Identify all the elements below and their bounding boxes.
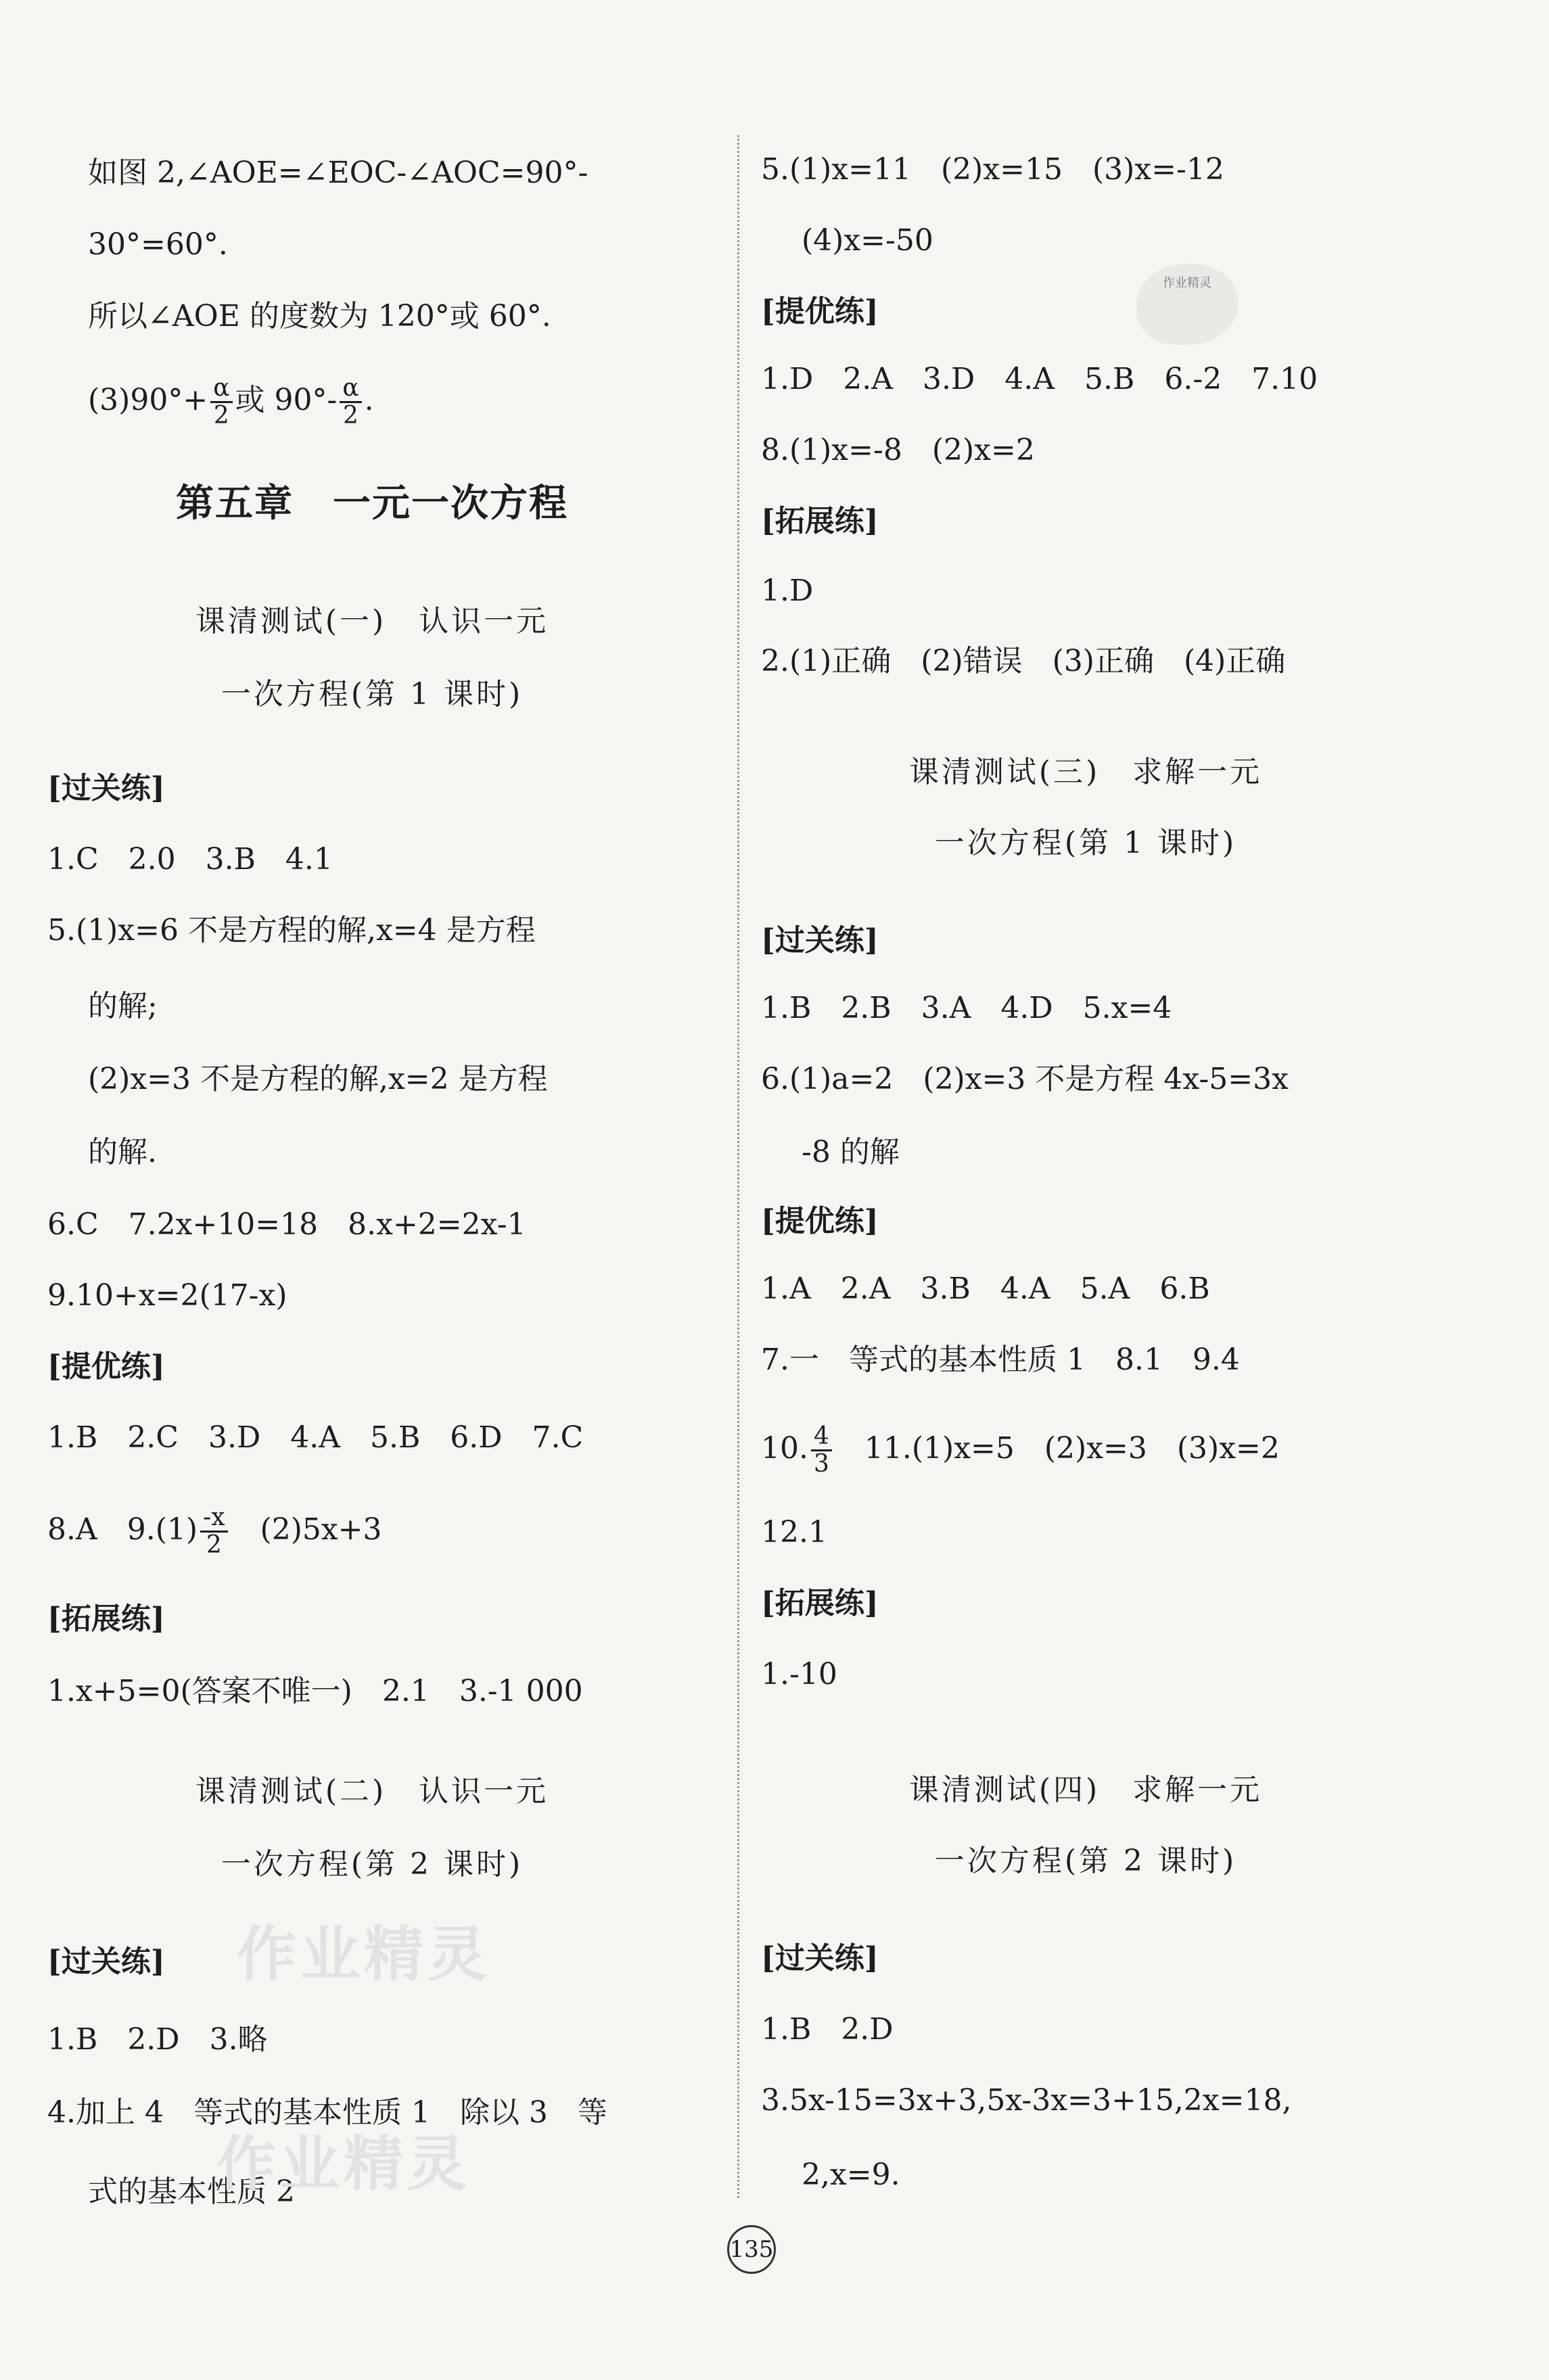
answer-line: 1.B 2.D 3.略 [47,2022,268,2057]
lesson-title: 课清测试(四) 求解一元 [908,1773,1263,1807]
answer-line: 2,x=9. [802,2157,900,2192]
answer-line: 1.x+5=0(答案不唯一) 2.1 3.-1 000 [47,1674,583,1708]
lesson-title: 课清测试(二) 认识一元 [195,1774,549,1809]
page-number: 135 [727,2225,776,2274]
lesson-title: 课清测试(三) 求解一元 [908,755,1263,789]
section-heading: [拓展练] [761,504,879,538]
answer-line: 1.B 2.B 3.A 4.D 5.x=4 [761,991,1172,1025]
lesson-title: 一次方程(第 1 课时) [221,677,524,711]
answer-line-fraction: (3)90°+ $\frac{\alpha}{2}$ 或 90°- $\frac{\alpha}{2}$ . [88,374,374,429]
answer-line: 1.A 2.A 3.B 4.A 5.A 6.B [761,1271,1210,1306]
section-heading: [拓展练] [761,1586,879,1620]
answer-line: 6.C 7.2x+10=18 8.x+2=2x-1 [47,1207,526,1242]
answer-line-fraction: 8.A 9.(1) $\frac{-x}{2}$ (2)5x+3 [47,1503,382,1559]
answer-line: 1.-10 [761,1657,837,1691]
answer-line: 30°=60°. [88,227,228,262]
answer-line: 1.C 2.0 3.B 4.1 [47,842,333,877]
watermark: 作业精灵 [237,1919,492,1989]
column-divider [737,135,739,2198]
section-heading: [过关练] [47,771,165,806]
answer-line: 1.D [761,574,814,608]
answer-line: 1.B 2.C 3.D 4.A 5.B 6.D 7.C [47,1420,584,1455]
answer-line: 4.加上 4 等式的基本性质 1 除以 3 等 [47,2095,607,2130]
answer-line: (4)x=-50 [802,223,933,258]
fraction: $\frac{-x}{2}$ [200,1505,227,1558]
lesson-title: 一次方程(第 2 课时) [934,1844,1237,1878]
answer-line: 5.(1)x=6 不是方程的解,x=4 是方程 [47,913,536,948]
section-heading: [提优练] [761,294,879,329]
answer-line: 的解; [88,989,158,1023]
section-heading: [过关练] [47,1944,165,1979]
fraction: $\frac{\alpha}{2}$ [340,375,361,429]
answer-line: 6.(1)a=2 (2)x=3 不是方程 4x-5=3x [761,1062,1289,1096]
chapter-title: 第五章 一元一次方程 [176,481,568,526]
answer-line: 1.B 2.D [761,2012,894,2047]
answer-line: 8.(1)x=-8 (2)x=2 [761,433,1035,467]
stamp-logo: 作业精灵 [1136,264,1238,345]
answer-line: 12.1 [761,1515,827,1549]
answer-line: 2.(1)正确 (2)错误 (3)正确 (4)正确 [761,644,1286,678]
answer-line: 7.一 等式的基本性质 1 8.1 9.4 [761,1343,1240,1377]
answer-line: 3.5x-15=3x+3,5x-3x=3+15,2x=18, [761,2083,1292,2118]
lesson-title: 一次方程(第 2 课时) [221,1847,524,1882]
answer-line: 的解. [88,1135,157,1169]
answer-line: 式的基本性质 2 [88,2174,295,2209]
answer-line: 所以∠AOE 的度数为 120°或 60°. [88,299,551,333]
answer-line-fraction: 10. $\frac{4}{3}$ 11.(1)x=5 (2)x=3 (3)x=2 [761,1422,1280,1478]
section-heading: [拓展练] [47,1602,165,1636]
answer-line: 9.10+x=2(17-x) [47,1278,287,1313]
answer-line: -8 的解 [802,1135,900,1169]
section-heading: [过关练] [761,923,879,958]
section-heading: [提优练] [761,1204,879,1238]
fraction: $\frac{4}{3}$ [811,1424,832,1477]
lesson-title: 一次方程(第 1 课时) [934,826,1237,860]
answer-line: 1.D 2.A 3.D 4.A 5.B 6.-2 7.10 [761,362,1318,396]
lesson-title: 课清测试(一) 认识一元 [195,604,549,638]
fraction: $\frac{\alpha}{2}$ [210,375,232,429]
answer-line: 如图 2,∠AOE=∠EOC-∠AOC=90°- [88,156,588,190]
section-heading: [过关练] [761,1941,879,1976]
watermark: 作业精灵 [216,2129,471,2199]
answer-line: (2)x=3 不是方程的解,x=2 是方程 [88,1062,548,1096]
answer-line: 5.(1)x=11 (2)x=15 (3)x=-12 [761,152,1224,187]
section-heading: [提优练] [47,1349,165,1384]
